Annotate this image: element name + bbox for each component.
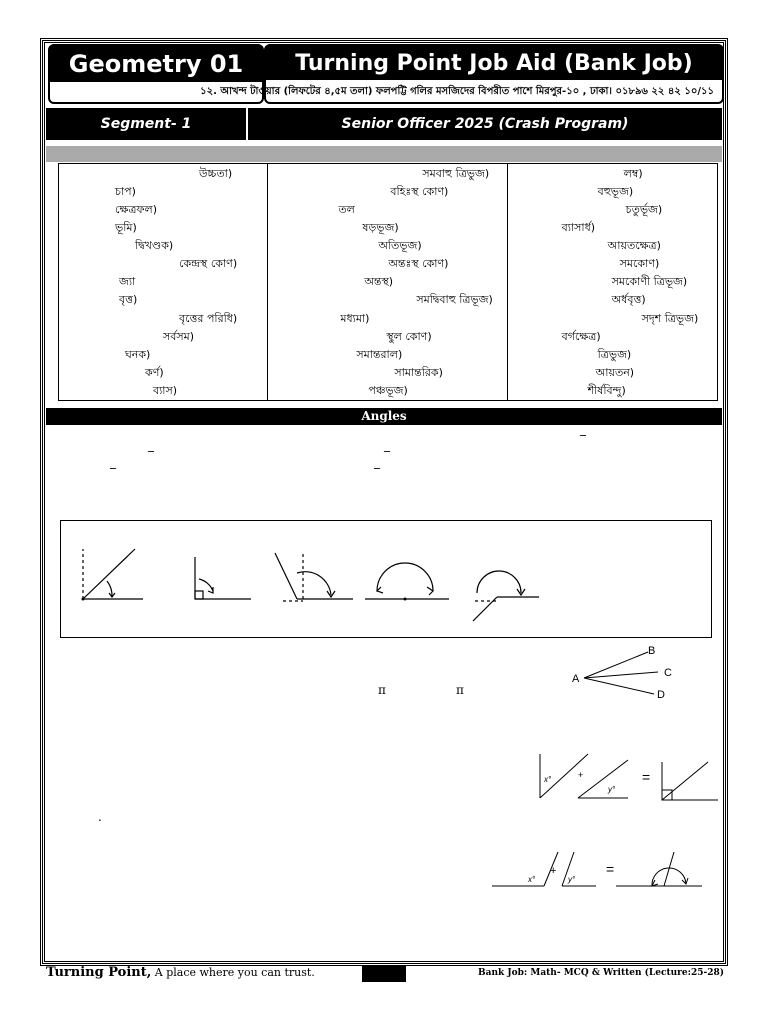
vocab-term: বৃত্তের পরিধি) [179, 312, 238, 325]
job-aid-title: Turning Point Job Aid (Bank Job) [266, 46, 722, 80]
vocab-term: শীর্ষবিন্দু) [587, 384, 626, 397]
address-line: ১২. আখন্দ টাওয়ার (লিফটের ৪,৫ম তলা) ফলপট্টি গলির মসজিদের বিপরীত পাশে মিরপুর-১০ , ঢাকা। ০১৮৯৬ ২২ ৪২ ১০/১১ [200, 85, 714, 97]
angle-x-label: x° [528, 875, 536, 884]
vocab-term: ব্যাস) [153, 384, 178, 397]
blank-dash: _ [110, 455, 116, 469]
vocab-term: কর্ণ) [145, 366, 164, 379]
period-mark: . [98, 810, 102, 824]
footer-brand [46, 965, 315, 980]
vocab-term: বৃত্ত) [119, 293, 138, 306]
vocab-term: অন্তস্থ) [364, 275, 394, 288]
right-angle-icon [195, 557, 251, 599]
program-label: Senior Officer 2025 (Crash Program) [341, 116, 629, 132]
vocab-term: চতুর্ভূজ) [625, 203, 663, 216]
vocab-term: সমকোণী ত্রিভূজ) [611, 275, 688, 288]
vocab-term: চাপ) [115, 185, 136, 198]
vocab-column-3 [508, 164, 717, 400]
vocab-term: বহুভূজ) [597, 185, 634, 198]
vocab-term: ক্ষেত্রফল) [115, 203, 157, 216]
vocab-term: সমবাহু ত্রিভুজ) [422, 167, 490, 180]
vocab-term: বর্গক্ষেত্র) [561, 330, 601, 343]
vocab-term: ঘনক) [125, 348, 151, 361]
ray-label-c: C [664, 667, 672, 679]
vocab-column-2 [268, 164, 507, 400]
grey-divider [46, 146, 722, 162]
ray-label-a: A [572, 673, 580, 685]
vocab-column-1 [59, 164, 268, 400]
complementary-angles-figure [530, 752, 720, 804]
vocab-term: লম্ব) [623, 167, 643, 180]
angle-y-label: y° [608, 785, 616, 794]
job-aid-title-box [200, 44, 724, 104]
blank-dash: _ [384, 438, 390, 452]
footer-lecture-info: Bank Job: Math- MCQ & Written (Lecture:25-28) [478, 968, 724, 978]
vocab-term: আয়তক্ষেত্র) [607, 239, 661, 252]
vocab-term: সমকোণ) [619, 257, 660, 270]
angle-types-figure [61, 521, 711, 637]
vocab-term: সমান্তরাল) [356, 348, 403, 361]
vocab-term: অর্ধবৃত্ত) [611, 293, 646, 306]
blank-dash: _ [580, 422, 586, 436]
vocab-term: সদৃশ ত্রিভূজ) [641, 312, 699, 325]
equals-sign: = [642, 769, 651, 785]
pi-symbol: π [456, 683, 464, 697]
obtuse-angle-icon [275, 551, 353, 601]
ray-label-b: B [648, 645, 656, 657]
angle-types-figure-box [60, 520, 712, 638]
straight-angle-icon [365, 563, 449, 599]
angle-x-label: x° [544, 775, 552, 784]
vocab-term: স্থুল কোণ) [386, 330, 432, 343]
equals-sign: = [606, 861, 615, 877]
angles-heading: Angles [46, 408, 722, 425]
vocab-term: কেন্দ্রস্থ কোণ) [179, 257, 238, 270]
angle-y-label: y° [568, 875, 576, 884]
vocab-term: সমদ্বিবাহু ত্রিভূজ) [416, 293, 493, 306]
segment-label: Segment- 1 [46, 108, 248, 140]
footer-tagline: A place where you can trust. [151, 966, 315, 979]
vocab-term: অতিভূজ) [378, 239, 422, 252]
pi-symbol: π [378, 683, 386, 697]
vocab-term: অন্তঃস্থ কোণ) [388, 257, 449, 270]
vocab-term: জ্যা [119, 275, 136, 288]
vocab-term: ব্যাসার্ধ) [561, 221, 596, 234]
plus-sign: + [578, 770, 584, 780]
vocab-term: পঞ্চভূজ) [368, 384, 408, 397]
vocab-term: ভূমি) [115, 221, 137, 234]
vocab-term: ত্রিভুজ) [597, 348, 632, 361]
blank-dash: _ [148, 438, 154, 452]
geometry-label: Geometry 01 [50, 46, 262, 82]
acute-angle-icon [83, 549, 143, 599]
footer-brand-name: Turning Point, [46, 965, 152, 980]
vocab-term: সামান্তরিক) [394, 366, 443, 379]
vocab-term: বহিঃস্থ কোণ) [390, 185, 449, 198]
vocab-term: উচ্চতা) [199, 167, 233, 180]
vocabulary-table [58, 163, 718, 401]
supplementary-angles-figure [490, 848, 706, 890]
vocab-term: ষড়ভূজ) [362, 221, 399, 234]
segment-bar [46, 108, 722, 140]
ray-label-d: D [657, 689, 665, 701]
vocab-term: আয়তন) [595, 366, 635, 379]
reflex-angle-icon [473, 571, 539, 621]
blank-dash: _ [374, 455, 380, 469]
rays-from-point-figure [564, 640, 684, 702]
vocab-term: মধ্যমা) [340, 312, 370, 325]
page-number-block [362, 966, 406, 982]
plus-sign: + [550, 865, 557, 877]
vocab-term: সর্বসম) [163, 330, 195, 343]
vocab-term: দ্বিখণ্ডক) [135, 239, 174, 252]
vocab-term: তল [338, 203, 355, 216]
